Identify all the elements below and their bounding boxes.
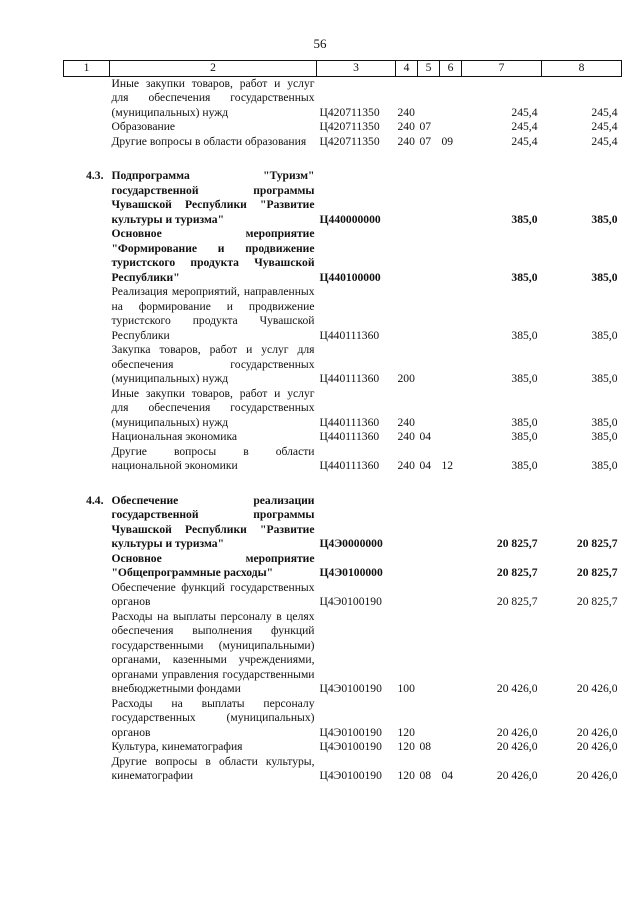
amount-col-8: 245,4 bbox=[591, 105, 618, 119]
table-row bbox=[64, 740, 622, 755]
section-code bbox=[418, 227, 440, 285]
section-code: 04 bbox=[419, 430, 432, 443]
subsection-code bbox=[440, 430, 462, 445]
amount-col-8: 385,0 bbox=[591, 270, 618, 284]
expense-type-code bbox=[396, 552, 418, 581]
row-name: Обеспечение реализации государственной программы Чувашской Республики "Развитие культуры и туризма" bbox=[111, 493, 315, 550]
amount-col-7: 385,0 bbox=[511, 270, 538, 284]
amount-col-8: 385,0 bbox=[591, 212, 618, 226]
row-name: Основное мероприятие "Общепрограммные расходы" bbox=[111, 551, 315, 579]
target-article-code: Ц4Э0100190 bbox=[319, 595, 382, 608]
row-number bbox=[64, 697, 110, 741]
row-name: Национальная экономика bbox=[111, 430, 238, 443]
subsection-code: 09 bbox=[441, 134, 454, 148]
expense-type-code: 100 bbox=[397, 682, 415, 695]
row-name: Подпрограмма "Туризм" государственной программы Чувашской Республики "Развитие культуры и туризма" bbox=[111, 169, 315, 226]
row-name: Закупка товаров, работ и услуг для обеспечения государственных (муниципальных) нужд bbox=[111, 343, 315, 385]
amount-col-7: 385,0 bbox=[511, 430, 538, 443]
section-code bbox=[418, 552, 440, 581]
expense-type-code bbox=[396, 169, 418, 227]
amount-col-8: 20 825,7 bbox=[576, 566, 618, 579]
expense-type-code: 240 bbox=[397, 430, 415, 443]
spacer-row bbox=[64, 149, 622, 169]
row-number bbox=[64, 610, 110, 697]
expense-type-code: 240 bbox=[397, 134, 415, 148]
amount-col-8: 385,0 bbox=[591, 328, 618, 342]
subsection-code bbox=[440, 120, 462, 135]
target-article-code: Ц440111360 bbox=[319, 415, 380, 429]
row-name: Обеспечение функций государственных органов bbox=[111, 580, 315, 608]
section-code bbox=[418, 169, 440, 227]
amount-col-8: 20 426,0 bbox=[576, 725, 618, 739]
row-number bbox=[64, 135, 110, 150]
section-code: 07 bbox=[419, 120, 432, 133]
row-number: 4.4. bbox=[86, 493, 104, 507]
column-number-row bbox=[64, 61, 622, 77]
amount-col-7: 245,4 bbox=[511, 134, 538, 148]
subsection-code bbox=[440, 552, 462, 581]
table-row bbox=[64, 445, 622, 474]
row-number bbox=[64, 285, 110, 343]
table-row bbox=[64, 227, 622, 285]
column-header: 4 bbox=[396, 61, 418, 77]
column-header: 7 bbox=[462, 61, 542, 77]
section-code bbox=[418, 76, 440, 120]
row-name: Реализация мероприятий, направленных на формирование и продвижение туристского продукта Чувашской Республики bbox=[111, 285, 315, 342]
spacer-cell bbox=[64, 474, 622, 494]
amount-col-7: 20 426,0 bbox=[496, 725, 538, 739]
amount-col-8: 385,0 bbox=[591, 459, 618, 472]
target-article-code: Ц4Э0000000 bbox=[319, 537, 383, 550]
column-header: 2 bbox=[110, 61, 317, 77]
expense-type-code: 240 bbox=[397, 120, 415, 133]
section-code: 08 bbox=[419, 769, 432, 782]
subsection-code bbox=[440, 740, 462, 755]
section-code bbox=[418, 697, 440, 741]
amount-col-7: 20 426,0 bbox=[496, 740, 538, 753]
row-number bbox=[64, 552, 110, 581]
row-name: Иные закупки товаров, работ и услуг для обеспечения государственных (муниципальных) нужд bbox=[111, 386, 315, 429]
spacer-row bbox=[64, 474, 622, 494]
row-number bbox=[64, 581, 110, 610]
table-row bbox=[64, 552, 622, 581]
amount-col-7: 385,0 bbox=[511, 372, 538, 385]
subsection-code bbox=[440, 581, 462, 610]
column-header: 8 bbox=[542, 61, 622, 77]
table-row bbox=[64, 120, 622, 135]
amount-col-8: 20 825,7 bbox=[576, 595, 618, 608]
section-code bbox=[418, 494, 440, 552]
section-code bbox=[418, 610, 440, 697]
table-row bbox=[64, 135, 622, 150]
amount-col-8: 385,0 bbox=[591, 430, 618, 443]
section-code bbox=[418, 387, 440, 431]
expense-type-code: 120 bbox=[397, 740, 415, 753]
subsection-code: 12 bbox=[441, 459, 454, 472]
amount-col-7: 20 426,0 bbox=[496, 769, 538, 782]
subsection-code bbox=[440, 387, 462, 431]
target-article-code: Ц420711350 bbox=[319, 134, 380, 148]
amount-col-7: 385,0 bbox=[511, 328, 538, 342]
row-number bbox=[64, 227, 110, 285]
budget-table bbox=[63, 60, 622, 784]
row-name: Расходы на выплаты персоналу государственных (муниципальных) органов bbox=[111, 696, 315, 739]
table-row bbox=[64, 581, 622, 610]
row-number bbox=[64, 120, 110, 135]
target-article-code: Ц440111360 bbox=[319, 459, 380, 472]
target-article-code: Ц440111360 bbox=[319, 328, 380, 342]
amount-col-7: 385,0 bbox=[511, 459, 538, 472]
amount-col-7: 20 426,0 bbox=[496, 682, 538, 695]
column-header: 6 bbox=[440, 61, 462, 77]
table-row bbox=[64, 494, 622, 552]
expense-type-code: 240 bbox=[397, 459, 415, 472]
amount-col-7: 20 825,7 bbox=[496, 566, 538, 579]
subsection-code bbox=[440, 169, 462, 227]
row-name: Другие вопросы в области национальной экономики bbox=[111, 444, 315, 472]
subsection-code bbox=[440, 227, 462, 285]
section-code bbox=[418, 343, 440, 387]
target-article-code: Ц4Э0100000 bbox=[319, 566, 383, 579]
subsection-code bbox=[440, 343, 462, 387]
spacer-cell bbox=[64, 149, 622, 169]
section-code: 04 bbox=[419, 459, 432, 472]
target-article-code: Ц440000000 bbox=[319, 212, 381, 226]
table-body bbox=[64, 76, 622, 784]
amount-col-8: 20 426,0 bbox=[576, 682, 618, 695]
target-article-code: Ц4Э0100190 bbox=[319, 725, 382, 739]
column-header: 3 bbox=[317, 61, 396, 77]
expense-type-code bbox=[396, 227, 418, 285]
row-name: Иные закупки товаров, работ и услуг для обеспечения государственных (муниципальных) нужд bbox=[111, 76, 315, 119]
subsection-code bbox=[440, 610, 462, 697]
row-name: Другие вопросы в области образования bbox=[111, 134, 307, 148]
amount-col-7: 20 825,7 bbox=[496, 537, 538, 550]
target-article-code: Ц4Э0100190 bbox=[319, 769, 382, 782]
expense-type-code bbox=[396, 285, 418, 343]
expense-type-code: 120 bbox=[397, 769, 415, 782]
row-name: Культура, кинематография bbox=[111, 740, 243, 753]
row-number bbox=[64, 343, 110, 387]
table-row bbox=[64, 755, 622, 784]
amount-col-8: 385,0 bbox=[591, 372, 618, 385]
subsection-code bbox=[440, 76, 462, 120]
target-article-code: Ц420711350 bbox=[319, 105, 380, 119]
subsection-code bbox=[440, 697, 462, 741]
row-number bbox=[64, 755, 110, 784]
section-code bbox=[418, 581, 440, 610]
row-number bbox=[64, 430, 110, 445]
row-name: Основное мероприятие "Формирование и продвижение туристского продукта Чувашской Республики" bbox=[111, 227, 315, 284]
row-number bbox=[64, 387, 110, 431]
row-number bbox=[64, 76, 110, 120]
table-row bbox=[64, 430, 622, 445]
amount-col-7: 385,0 bbox=[511, 212, 538, 226]
table-row bbox=[64, 697, 622, 741]
amount-col-8: 20 825,7 bbox=[576, 537, 618, 550]
amount-col-8: 20 426,0 bbox=[576, 769, 618, 782]
amount-col-7: 20 825,7 bbox=[496, 595, 538, 608]
table-row bbox=[64, 285, 622, 343]
page-number: 56 bbox=[313, 36, 327, 51]
section-code: 08 bbox=[419, 740, 432, 753]
amount-col-7: 385,0 bbox=[511, 415, 538, 429]
target-article-code: Ц440111360 bbox=[319, 430, 380, 443]
row-number: 4.3. bbox=[86, 169, 104, 182]
expense-type-code: 240 bbox=[397, 415, 415, 429]
target-article-code: Ц440111360 bbox=[319, 372, 380, 385]
table-row bbox=[64, 169, 622, 227]
section-code: 07 bbox=[419, 134, 432, 148]
row-name: Образование bbox=[111, 120, 176, 133]
expense-type-code bbox=[396, 494, 418, 552]
row-name: Расходы на выплаты персоналу в целях обеспечения выполнения функций государственными (муниципальными) органами, казенными учреждениями, органами управления государственными внебюджетными фондами bbox=[111, 609, 315, 695]
subsection-code: 04 bbox=[441, 769, 454, 782]
subsection-code bbox=[440, 285, 462, 343]
amount-col-7: 245,4 bbox=[511, 120, 538, 133]
row-number bbox=[64, 445, 110, 474]
table-row bbox=[64, 387, 622, 431]
row-number bbox=[64, 740, 110, 755]
column-header: 5 bbox=[418, 61, 440, 77]
target-article-code: Ц4Э0100190 bbox=[319, 682, 382, 695]
amount-col-8: 245,4 bbox=[591, 120, 618, 133]
expense-type-code: 120 bbox=[397, 725, 415, 739]
table-row bbox=[64, 343, 622, 387]
section-code bbox=[418, 285, 440, 343]
amount-col-8: 245,4 bbox=[591, 134, 618, 148]
row-name: Другие вопросы в области культуры, кинематографии bbox=[111, 754, 315, 782]
expense-type-code bbox=[396, 581, 418, 610]
expense-type-code: 240 bbox=[397, 105, 415, 119]
subsection-code bbox=[440, 494, 462, 552]
column-header: 1 bbox=[64, 61, 110, 77]
amount-col-8: 20 426,0 bbox=[576, 740, 618, 753]
table-row bbox=[64, 76, 622, 120]
target-article-code: Ц440100000 bbox=[319, 270, 381, 284]
expense-type-code: 200 bbox=[397, 372, 415, 385]
target-article-code: Ц420711350 bbox=[319, 120, 380, 133]
target-article-code: Ц4Э0100190 bbox=[319, 740, 382, 753]
table-row bbox=[64, 610, 622, 697]
amount-col-7: 245,4 bbox=[511, 105, 538, 119]
amount-col-8: 385,0 bbox=[591, 415, 618, 429]
